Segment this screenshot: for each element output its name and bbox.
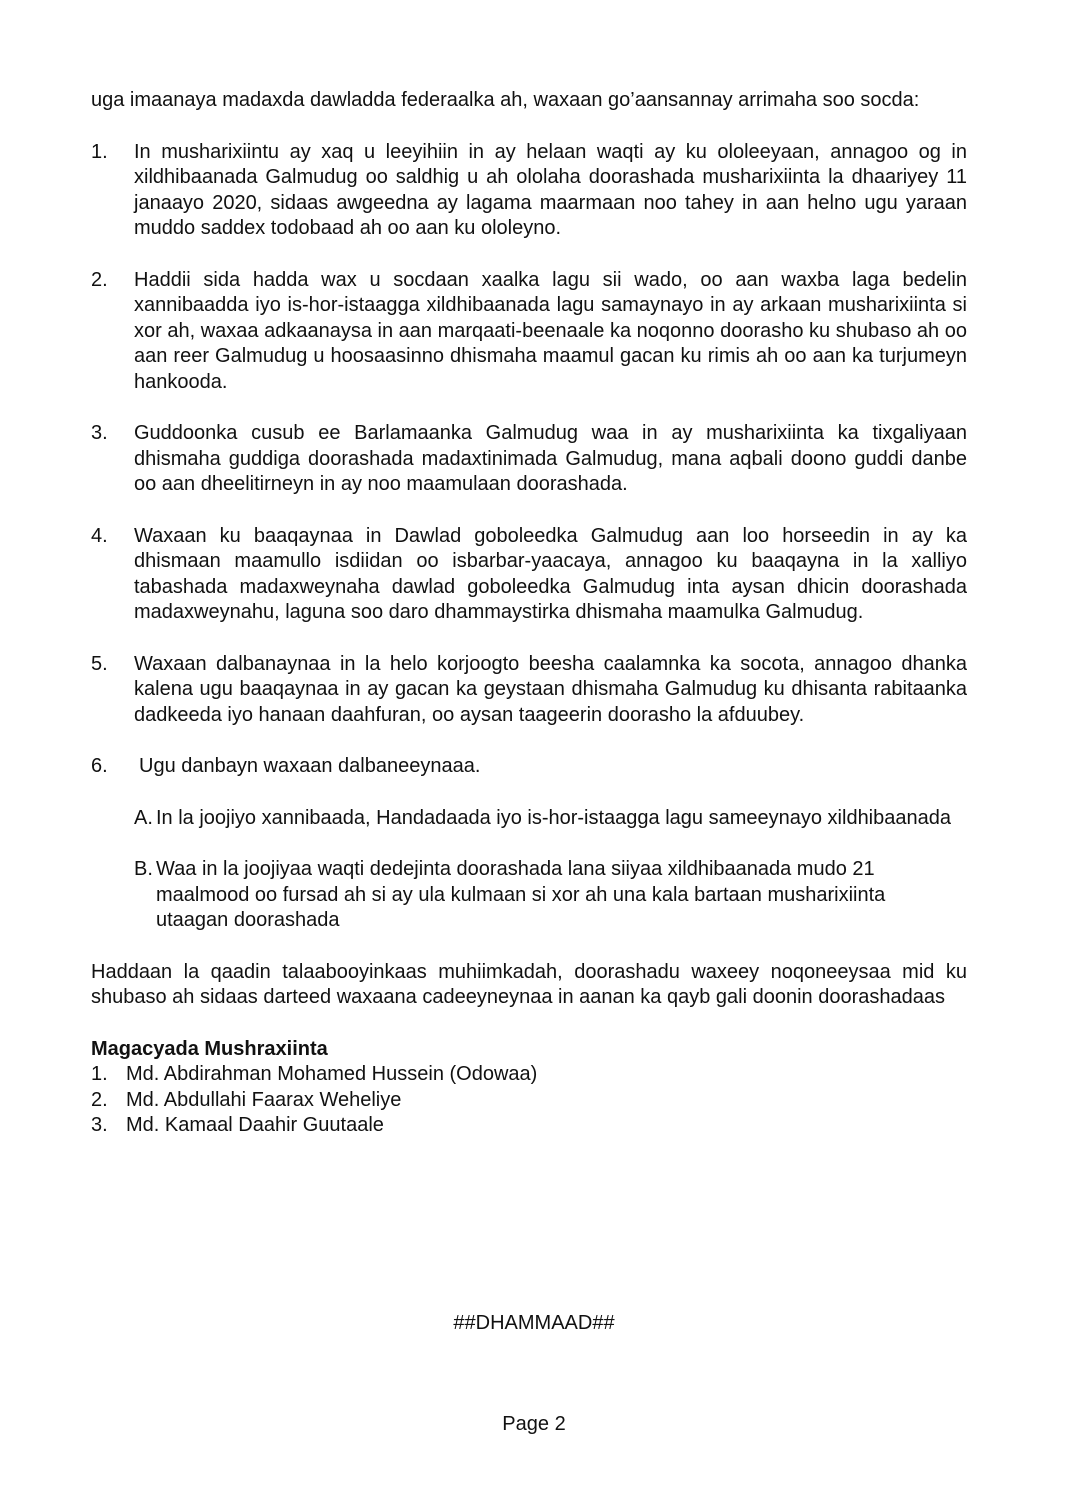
list-item <box>91 652 967 729</box>
sub-item-letter: A. <box>134 806 153 829</box>
list-item <box>91 140 967 242</box>
candidates-heading: Magacyada Mushraxiinta <box>91 1037 328 1060</box>
sub-list-item <box>134 857 967 934</box>
list-item <box>91 268 967 396</box>
sub-list <box>134 806 967 934</box>
list-item <box>91 754 967 780</box>
sub-item-text: In la joojiyo xannibaada, Handadaada iyo is-hor-istaagga lagu sameeynayo xildhibaanada <box>156 806 951 829</box>
closing-paragraph: Haddaan la qaadin talaabooyinkaas muhiimkadah, doorashadu waxeey noqoneeysaa mid ku shubaso ah sidaas darteed waxaana cadeeyneynaa in aanan ka qayb gali doonin doorashadaas <box>91 960 967 1008</box>
list-item <box>91 524 967 626</box>
list-item-number: 4. <box>91 524 108 547</box>
list-item <box>91 421 967 498</box>
list-item-number: 6. <box>91 755 108 777</box>
list-item-number: 2. <box>91 268 108 291</box>
list-item-text: Haddii sida hadda wax u socdaan xaalka lagu sii wado, oo aan waxba laga bedelin xannibaadda iyo is-hor-istaagga xildhibaanada lagu samaynayo in ay arkaan musharixiinta si xor ah, waxaa adkaanaysa in aan marqaati-beenaale ka noqonno doorasho ku shubaso ah oo aan reer Galmudug u hoosaasinno dhismaha maamul gacan ku rimis ah oo aan ka turjumeyn hankooda. <box>134 268 967 393</box>
list-item-number: 1. <box>91 140 108 163</box>
candidate-name: Md. Kamaal Daahir Guutaale <box>126 1114 384 1136</box>
list-item-number: 3. <box>91 422 108 444</box>
candidates-list <box>91 1062 967 1139</box>
candidate-item <box>91 1062 967 1088</box>
list-item-text: In musharixiintu ay xaq u leeyihiin in ay helaan waqti ay ku ololeeyaan, annagoo og in xildhibaanada Galmudug oo saldhig u ah ololaha doorashada musharixiinta la dhaariyey 11 janaayo 2020, sidaas awgeedna ay lagama maarmaan noo tahey in aan helno ugu yaraan muddo saddex todobaad ah oo aan ku ololeyno. <box>134 140 967 239</box>
sub-item-letter: B. <box>134 858 153 880</box>
intro-paragraph: uga imaanaya madaxda dawladda federaalka ah, waxaan go’aansannay arrimaha soo socda: <box>91 89 920 111</box>
list-item-text: Guddoonka cusub ee Barlamaanka Galmudug waa in ay musharixiinta ka tixgaliyaan dhismaha guddiga doorashada madaxtinimada Galmudug, mana aqbali doono guddi danbe oo aan dheelitirneyn in ay noo maamulaan doorashada. <box>134 422 967 495</box>
candidate-name: Md. Abdirahman Mohamed Hussein (Odowaa) <box>126 1063 538 1085</box>
candidate-number: 2. <box>91 1088 108 1111</box>
candidate-number: 1. <box>91 1063 108 1085</box>
sub-list-item <box>134 806 967 832</box>
list-item-text: Waxaan ku baaqaynaa in Dawlad goboleedka Galmudug aan loo horseedin in ay ka dhismaan maamullo isdiidan oo isbarbar-yaacaya, annagoo ku baaqayna in la xalliyo tabashada madaxweynaha dawlad goboleedka Galmudug inta aysan dhicin doorashada madaxweynahu, laguna soo daro dhammaystirka dhismaha maamulka Galmudug. <box>134 524 967 623</box>
candidate-number: 3. <box>91 1114 108 1136</box>
page-number: Page 2 <box>502 1413 566 1435</box>
list-item-number: 5. <box>91 652 108 675</box>
candidate-item <box>91 1113 967 1139</box>
candidate-name: Md. Abdullahi Faarax Weheliye <box>126 1088 402 1111</box>
document-page <box>91 88 967 1139</box>
end-mark: ##DHAMMAAD## <box>453 1312 615 1334</box>
list-item-text: Waxaan dalbanaynaa in la helo korjoogto beesha caalamnka ka socota, annagoo dhanka kalena ugu baaqaynaa in ay gacan ka geystaan dhismaha Galmudug ku dhisanta rabitaanka dadkeeda iyo hanaan daahfuran, oo aysan taageerin doorasho la afduubey. <box>134 652 967 726</box>
candidate-item <box>91 1088 967 1114</box>
sub-item-text: Waa in la joojiyaa waqti dedejinta doorashada lana siiyaa xildhibaanada mudo 21 maalmood oo fursad ah si ay ula kulmaan si xor ah una kala bartaan musharixiinta utaagan doorashada <box>156 858 886 931</box>
list-item-text: Ugu danbayn waxaan dalbaneeynaaa. <box>139 755 481 777</box>
